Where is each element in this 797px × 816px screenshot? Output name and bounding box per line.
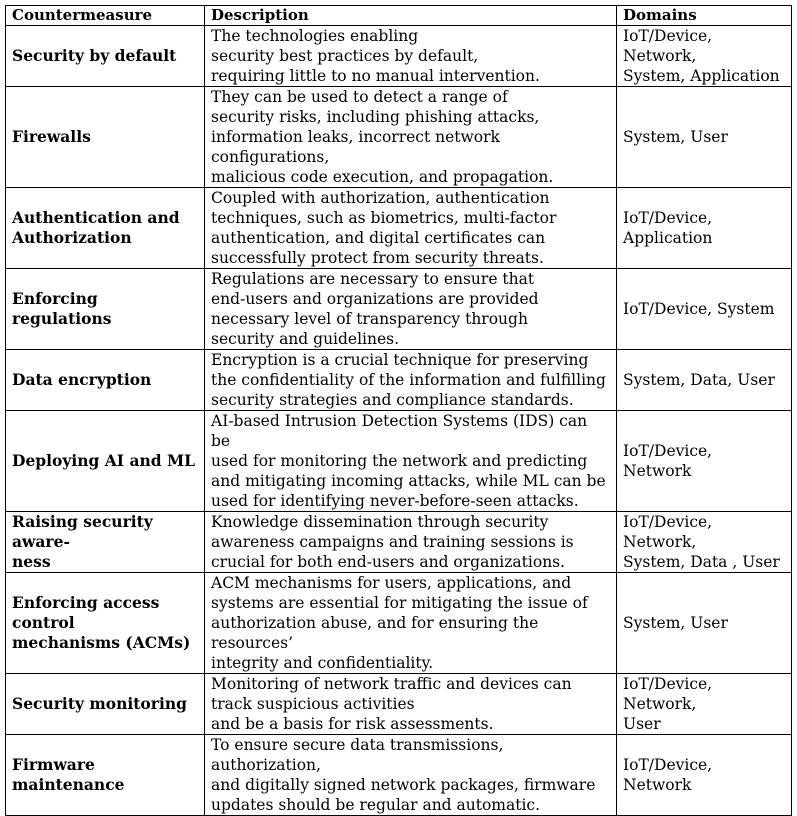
table-row <box>6 87 792 188</box>
table-row <box>6 26 792 87</box>
countermeasure-cell <box>6 87 205 188</box>
domains-cell: IoT/Device, Network, System, Data , User <box>617 512 792 573</box>
countermeasure-cell <box>6 674 205 735</box>
countermeasure-text: Raising security aware- ness <box>12 512 153 571</box>
table-row <box>6 188 792 269</box>
domains-cell: IoT/Device, Network, System, Application <box>617 26 792 87</box>
description-cell: ACM mechanisms for users, applications, and systems are essential for mitigating the issue of authorization abuse, and for ensuring the resources’ integrity and confidentiality. <box>205 573 617 674</box>
description-cell: They can be used to detect a range of security risks, including phishing attacks, information leaks, incorrect network configurations, malicious code execution, and propagation. <box>205 87 617 188</box>
header-domains: Domains <box>617 6 792 26</box>
countermeasures-table <box>5 5 792 816</box>
table-header <box>6 6 792 26</box>
description-cell: The technologies enabling security best practices by default, requiring little to no manual intervention. <box>205 26 617 87</box>
table-row <box>6 269 792 350</box>
description-cell: Regulations are necessary to ensure that end-users and organizations are provided necessary level of transparency through security and guidelines. <box>205 269 617 350</box>
description-cell: Monitoring of network traffic and devices can track suspicious activities and be a basis for risk assessments. <box>205 674 617 735</box>
countermeasure-cell <box>6 512 205 573</box>
countermeasure-cell <box>6 269 205 350</box>
description-cell: Coupled with authorization, authentication techniques, such as biometrics, multi-factor authentication, and digital certificates can successfully protect from security threats. <box>205 188 617 269</box>
description-cell: AI-based Intrusion Detection Systems (IDS) can be used for monitoring the network and predicting and mitigating incoming attacks, while ML can be used for identifying never-before-seen attacks. <box>205 411 617 512</box>
domains-cell: IoT/Device, Network <box>617 735 792 816</box>
description-cell: Encryption is a crucial technique for preserving the confidentiality of the information and fulfilling security strategies and compliance standards. <box>205 350 617 411</box>
description-cell: Knowledge dissemination through security awareness campaigns and training sessions is crucial for both end-users and organizations. <box>205 512 617 573</box>
table-row <box>6 573 792 674</box>
countermeasure-text: Security monitoring <box>12 694 187 713</box>
countermeasure-text: Enforcing regulations <box>12 289 112 328</box>
countermeasure-text: Enforcing access control mechanisms (ACMs) <box>12 593 191 652</box>
domains-cell: System, Data, User <box>617 350 792 411</box>
countermeasure-cell <box>6 188 205 269</box>
domains-cell: IoT/Device, System <box>617 269 792 350</box>
table-row <box>6 735 792 816</box>
table-row <box>6 512 792 573</box>
domains-cell: System, User <box>617 573 792 674</box>
countermeasure-cell <box>6 350 205 411</box>
description-cell: To ensure secure data transmissions, authorization, and digitally signed network packages, firmware updates should be regular and automatic. <box>205 735 617 816</box>
countermeasure-cell <box>6 26 205 87</box>
header-row <box>6 6 792 26</box>
countermeasure-text: Deploying AI and ML <box>12 451 196 470</box>
header-countermeasure: Countermeasure <box>6 6 205 26</box>
countermeasure-cell <box>6 573 205 674</box>
domains-cell: IoT/Device, Network, User <box>617 674 792 735</box>
countermeasure-cell <box>6 411 205 512</box>
countermeasure-text: Firmware maintenance <box>12 755 125 794</box>
table-row <box>6 411 792 512</box>
table-row <box>6 674 792 735</box>
domains-cell: System, User <box>617 87 792 188</box>
countermeasure-cell <box>6 735 205 816</box>
header-description: Description <box>205 6 617 26</box>
table-body <box>6 26 792 816</box>
countermeasure-text: Firewalls <box>12 127 91 146</box>
domains-cell: IoT/Device, Network <box>617 411 792 512</box>
countermeasure-text: Data encryption <box>12 370 152 389</box>
countermeasure-text: Security by default <box>12 46 177 65</box>
table-row <box>6 350 792 411</box>
domains-cell: IoT/Device, Application <box>617 188 792 269</box>
countermeasure-text: Authentication and Authorization <box>12 208 180 247</box>
